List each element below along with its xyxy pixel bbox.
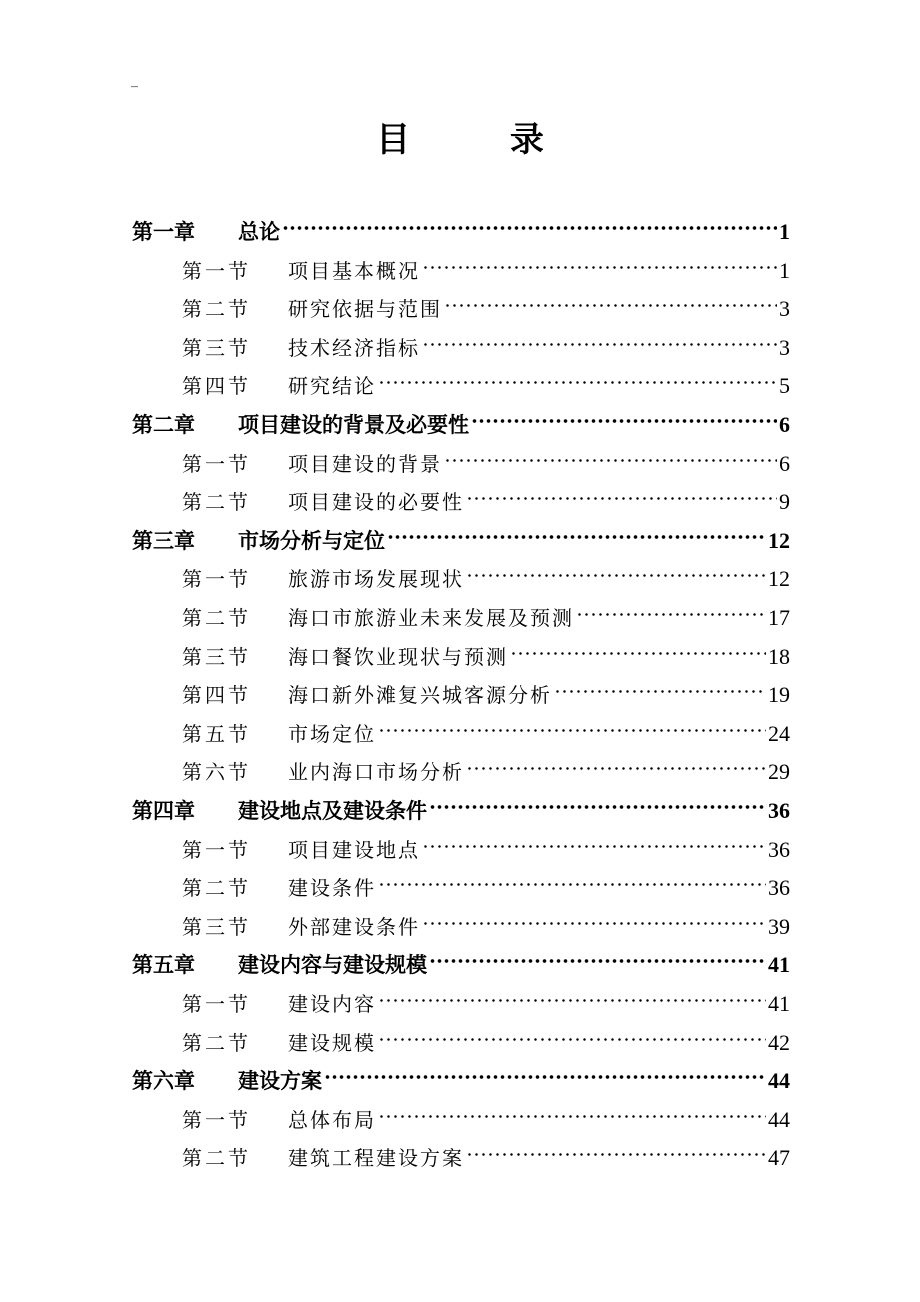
toc-entry-number: 第四章	[132, 799, 195, 823]
toc-entry-number: 第一节	[182, 452, 251, 476]
toc-dot-leader	[466, 745, 766, 779]
toc-dot-leader	[510, 630, 766, 664]
toc-page-number: 29	[768, 759, 790, 784]
toc-dot-leader	[324, 1054, 766, 1088]
toc-dot-leader	[387, 514, 766, 548]
toc-section-entry[interactable]	[182, 1131, 790, 1170]
toc-dot-leader	[378, 707, 766, 741]
toc-section-entry[interactable]	[182, 707, 790, 746]
toc-dot-leader	[471, 398, 777, 432]
toc-section-entry[interactable]	[182, 552, 790, 591]
toc-section-entry[interactable]	[182, 244, 790, 283]
toc-entry-title: 业内海口市场分析	[288, 760, 464, 784]
toc-dot-leader	[576, 591, 766, 625]
toc-entry-title: 总体布局	[288, 1108, 376, 1132]
toc-dot-leader	[422, 244, 777, 278]
toc-entry-title: 项目建设的必要性	[288, 490, 464, 514]
toc-entry-number: 第一节	[182, 1108, 251, 1132]
toc-entry-title: 研究依据与范围	[288, 297, 442, 321]
toc-page-number: 36	[768, 798, 790, 823]
toc-section-entry[interactable]	[182, 745, 790, 784]
toc-chapter-entry[interactable]	[132, 514, 790, 553]
toc-entry-number: 第六节	[182, 760, 251, 784]
toc-dot-leader	[282, 205, 777, 239]
toc-dot-leader	[422, 823, 766, 857]
toc-entry-title: 技术经济指标	[288, 336, 420, 360]
toc-page-number: 24	[768, 721, 790, 746]
toc-entry-number: 第二节	[182, 606, 251, 630]
toc-section-entry[interactable]	[182, 321, 790, 360]
toc-section-entry[interactable]	[182, 591, 790, 630]
toc-page-number: 44	[768, 1107, 790, 1132]
toc-entry-number: 第三节	[182, 645, 251, 669]
toc-dot-leader	[429, 938, 766, 972]
toc-section-entry[interactable]	[182, 1093, 790, 1132]
toc-dot-leader	[422, 321, 777, 355]
toc-entry-title: 项目基本概况	[288, 259, 420, 283]
toc-entry-number: 第三节	[182, 336, 251, 360]
toc-entry-number: 第二节	[182, 876, 251, 900]
toc-entry-title: 海口餐饮业现状与预测	[288, 645, 508, 669]
toc-entry-number: 第一节	[182, 259, 251, 283]
toc-entry-number: 第三节	[182, 915, 251, 939]
toc-page-number: 1	[779, 258, 790, 283]
toc-entry-title: 市场定位	[288, 722, 376, 746]
toc-dot-leader	[466, 475, 777, 509]
toc-entry-number: 第一节	[182, 838, 251, 862]
toc-page-number: 3	[779, 335, 790, 360]
toc-page-number: 19	[768, 682, 790, 707]
toc-entry-number: 第六章	[132, 1069, 195, 1093]
toc-section-entry[interactable]	[182, 668, 790, 707]
toc-dot-leader	[466, 1131, 766, 1165]
toc-dot-leader	[554, 668, 766, 702]
toc-dot-leader	[422, 900, 766, 934]
toc-entry-number: 第一节	[182, 567, 251, 591]
toc-chapter-entry[interactable]	[132, 1054, 790, 1093]
toc-page-number: 18	[768, 644, 790, 669]
toc-page-number: 17	[768, 605, 790, 630]
toc-page-number: 6	[779, 412, 790, 437]
toc-entry-title: 建设规模	[288, 1031, 376, 1055]
toc-page-number: 12	[768, 528, 790, 553]
toc-dot-leader	[466, 552, 766, 586]
toc-section-entry[interactable]	[182, 900, 790, 939]
page-title: 目 录	[376, 120, 588, 160]
toc-dot-leader	[378, 1016, 766, 1050]
toc-page-number: 47	[768, 1145, 790, 1170]
toc-section-entry[interactable]	[182, 861, 790, 900]
toc-section-entry[interactable]	[182, 475, 790, 514]
toc-entry-title: 外部建设条件	[288, 915, 420, 939]
toc-section-entry[interactable]	[182, 977, 790, 1016]
toc-entry-number: 第一章	[132, 220, 195, 244]
toc-section-entry[interactable]	[182, 630, 790, 669]
toc-entry-title: 建设条件	[288, 876, 376, 900]
toc-entry-number: 第三章	[132, 529, 195, 553]
toc-entry-title: 建设内容与建设规模	[238, 953, 427, 977]
toc-page-number: 6	[779, 451, 790, 476]
toc-page-number: 36	[768, 875, 790, 900]
toc-entry-title: 建设方案	[238, 1069, 322, 1093]
toc-section-entry[interactable]	[182, 359, 790, 398]
toc-entry-title: 建筑工程建设方案	[288, 1146, 464, 1170]
toc-dot-leader	[444, 437, 777, 471]
toc-section-entry[interactable]	[182, 1016, 790, 1055]
toc-page-number: 36	[768, 837, 790, 862]
toc-entry-title: 旅游市场发展现状	[288, 567, 464, 591]
corner-mark: _	[131, 72, 138, 88]
toc-chapter-entry[interactable]	[132, 398, 790, 437]
toc-entry-title: 建设地点及建设条件	[238, 799, 427, 823]
toc-dot-leader	[378, 1093, 766, 1127]
toc-page-number: 12	[768, 566, 790, 591]
toc-page-number: 9	[779, 489, 790, 514]
toc-entry-number: 第二节	[182, 1031, 251, 1055]
toc-page-number: 42	[768, 1030, 790, 1055]
toc-chapter-entry[interactable]	[132, 938, 790, 977]
toc-section-entry[interactable]	[182, 437, 790, 476]
toc-entry-number: 第五章	[132, 953, 195, 977]
toc-section-entry[interactable]	[182, 282, 790, 321]
toc-dot-leader	[378, 977, 766, 1011]
toc-entry-number: 第二节	[182, 1146, 251, 1170]
toc-page-number: 41	[768, 952, 790, 977]
toc-entry-number: 第二章	[132, 413, 195, 437]
toc-entry-number: 第二节	[182, 490, 251, 514]
toc-page-number: 3	[779, 296, 790, 321]
toc-entry-title: 海口新外滩复兴城客源分析	[288, 683, 552, 707]
toc-dot-leader	[378, 359, 777, 393]
toc-dot-leader	[429, 784, 766, 818]
toc-page-number: 41	[768, 991, 790, 1016]
toc-entry-title: 海口市旅游业未来发展及预测	[288, 606, 574, 630]
toc-entry-title: 项目建设地点	[288, 838, 420, 862]
toc-entry-number: 第二节	[182, 297, 251, 321]
toc-page-number: 39	[768, 914, 790, 939]
toc-entry-title: 市场分析与定位	[238, 529, 385, 553]
toc-dot-leader	[444, 282, 777, 316]
toc-entry-title: 建设内容	[288, 992, 376, 1016]
toc-dot-leader	[378, 861, 766, 895]
toc-page-number: 1	[779, 219, 790, 244]
toc-entry-title: 项目建设的背景及必要性	[238, 413, 469, 437]
toc-entry-title: 研究结论	[288, 374, 376, 398]
toc-page-number: 5	[779, 373, 790, 398]
toc-entry-title: 总论	[238, 220, 280, 244]
toc-entry-number: 第五节	[182, 722, 251, 746]
toc-entry-title: 项目建设的背景	[288, 452, 442, 476]
toc-chapter-entry[interactable]	[132, 205, 790, 244]
toc-page-number: 44	[768, 1068, 790, 1093]
toc-entry-number: 第一节	[182, 992, 251, 1016]
toc-entry-number: 第四节	[182, 683, 251, 707]
toc-section-entry[interactable]	[182, 823, 790, 862]
toc-chapter-entry[interactable]	[132, 784, 790, 823]
toc-entry-number: 第四节	[182, 374, 251, 398]
